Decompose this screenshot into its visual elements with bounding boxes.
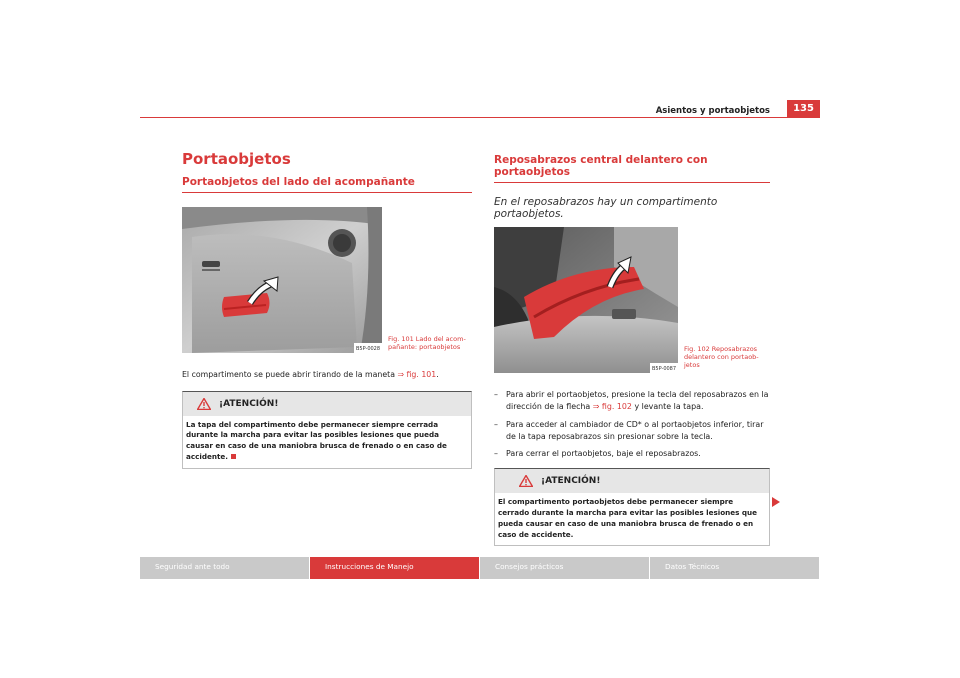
warning-triangle-icon bbox=[519, 475, 533, 487]
running-title: Asientos y portaobjetos bbox=[655, 106, 770, 116]
tab-seguridad[interactable]: Seguridad ante todo bbox=[140, 557, 309, 579]
warning-box bbox=[182, 391, 472, 469]
list-item: – Para cerrar el portaobjetos, baje el reposabrazos. bbox=[494, 449, 701, 458]
warning-title: ¡ATENCIÓN! bbox=[219, 398, 279, 409]
tab-datos[interactable]: Datos Técnicos bbox=[650, 557, 819, 579]
list-item: – Para abrir el portaobjetos, presione la tecla del reposabrazos en la dirección de la flecha ⇒ fig. 102 y levante la tapa. bbox=[494, 390, 769, 412]
right-column bbox=[494, 150, 770, 546]
figure-101 bbox=[182, 207, 472, 353]
footer-nav bbox=[140, 557, 820, 579]
end-square-icon bbox=[231, 454, 236, 459]
lead-text: En el reposabrazos hay un compartimento portaobjetos. bbox=[494, 196, 718, 220]
figure-caption: Fig. 102 Reposabrazos delantero con portaob-jetos bbox=[684, 344, 759, 369]
tab-instrucciones[interactable]: Instrucciones de Manejo bbox=[310, 557, 479, 579]
figure-link[interactable]: ⇒ fig. 101 bbox=[397, 370, 437, 379]
warning-box bbox=[494, 468, 770, 546]
armrest-photo bbox=[494, 227, 678, 373]
left-column bbox=[182, 150, 472, 469]
figure-caption: Fig. 101 Lado del acom-pañante: portaobjetos bbox=[388, 334, 466, 351]
list-item: – Para acceder al cambiador de CD* o al portaobjetos inferior, tirar de la tapa reposabrazos sin presionar sobre la tecla. bbox=[494, 419, 764, 441]
subsection-heading-armrest: Reposabrazos central delantero con portaobjetos bbox=[494, 154, 770, 183]
header-rule bbox=[140, 117, 820, 118]
section-heading: Portaobjetos bbox=[182, 150, 291, 168]
figure-code: B5P-0028 bbox=[356, 346, 381, 352]
warning-text: El compartimento portaobjetos debe permanecer siempre cerrado durante la marcha para evitar las posibles lesiones que pueda causar en caso de una maniobra brusca de frenado o en caso de accidente. bbox=[498, 497, 758, 539]
warning-title: ¡ATENCIÓN! bbox=[541, 476, 601, 487]
figure-code: B5P-0087 bbox=[652, 366, 677, 372]
page-number: 135 bbox=[787, 100, 820, 117]
glovebox-photo bbox=[182, 207, 382, 353]
warning-text: La tapa del compartimento debe permanecer siempre cerrada durante la marcha para evitar las posibles lesiones que pueda causar en caso de una maniobra brusca de frenado o en caso de accidente. bbox=[186, 419, 447, 462]
continue-arrow-icon bbox=[772, 497, 780, 507]
instruction-list bbox=[494, 389, 770, 460]
figure-link[interactable]: ⇒ fig. 102 bbox=[592, 402, 632, 412]
tab-consejos[interactable]: Consejos prácticos bbox=[480, 557, 649, 579]
figure-102 bbox=[494, 227, 770, 373]
body-paragraph: El compartimento se puede abrir tirando de la maneta ⇒ fig. 101. bbox=[182, 370, 439, 379]
subsection-heading-glovebox: Portaobjetos del lado del acompañante bbox=[182, 176, 472, 193]
warning-triangle-icon bbox=[197, 398, 211, 410]
